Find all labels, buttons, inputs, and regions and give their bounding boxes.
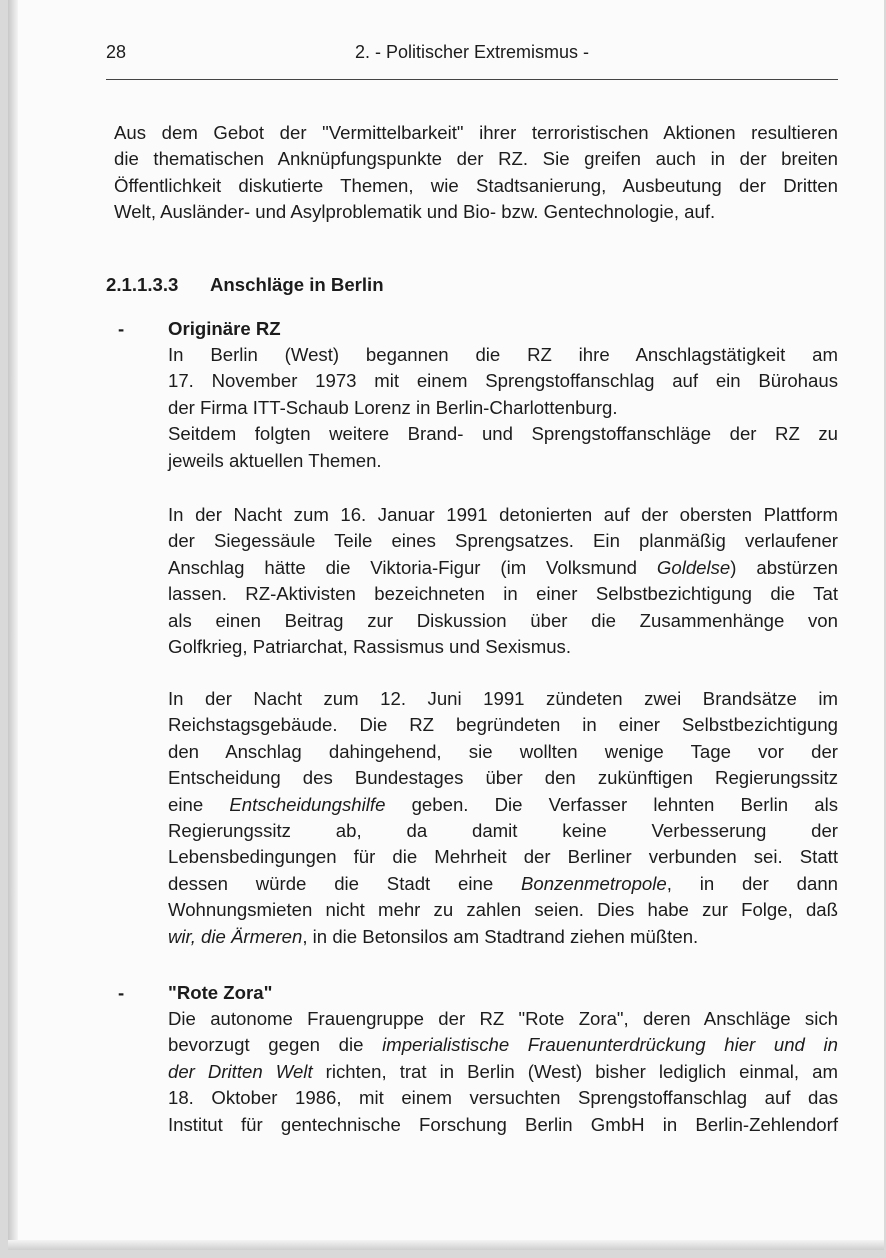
text-line: In der Nacht zum 16. Januar 1991 detonierten auf der obersten Plattform <box>168 504 838 525</box>
running-header <box>106 42 838 68</box>
text-line: eine Entscheidungshilfe geben. Die Verfasser lehnten Berlin als <box>168 793 838 815</box>
text-line: als einen Beitrag zur Diskussion über die Zusammenhänge von <box>168 609 838 631</box>
intro-paragraph <box>114 120 838 226</box>
paragraph-rote-zora <box>168 1006 838 1138</box>
text-line: die thematischen Anknüpfungspunkte der RZ. Sie greifen auch in der breiten <box>114 148 838 170</box>
text-line: Entscheidung des Bundestages über den zukünftigen Regierungssitz <box>168 767 838 789</box>
text-line: Reichstagsgebäude. Die RZ begründeten in einer Selbstbezichtigung <box>168 714 838 736</box>
text-line: Seitdem folgten weitere Brand- und Sprengstoffanschläge der RZ zu <box>168 423 838 445</box>
section-number: 2.1.1.3.3 <box>106 274 179 295</box>
italic-phrase: wir, die Ärmeren <box>168 925 303 947</box>
italic-phrase: Bonzenmetropole <box>520 872 667 894</box>
item-heading: "Rote Zora" <box>168 982 273 1003</box>
text-line: der Dritten Welt richten, trat in Berlin (West) bisher lediglich einmal, am <box>168 1060 838 1082</box>
header-rule <box>106 79 838 80</box>
list-dash: - <box>118 318 125 339</box>
text-line: In der Nacht zum 12. Juni 1991 zündeten zwei Brandsätze im <box>168 688 838 709</box>
list-dash: - <box>118 982 125 1003</box>
italic-phrase: der Dritten Welt <box>168 1060 313 1082</box>
text-line: Wohnungsmieten nicht mehr zu zahlen seien. Dies habe zur Folge, daß <box>168 899 838 921</box>
text-line: der Siegessäule Teile eines Sprengsatzes. Ein planmäßig verlaufener <box>168 530 838 552</box>
text-line: lassen. RZ-Aktivisten bezeichneten in einer Selbstbezichtigung die Tat <box>168 583 838 605</box>
text-line: Öffentlichkeit diskutierte Themen, wie Stadtsanierung, Ausbeutung der Dritten <box>114 174 838 196</box>
text-line: Aus dem Gebot der "Vermittelbarkeit" ihrer terroristischen Aktionen resultieren <box>114 122 838 143</box>
page-edge-shadow <box>8 0 18 1250</box>
text-line: wir, die Ärmeren, in die Betonsilos am Stadtrand ziehen müßten. <box>168 925 699 947</box>
text-line: Institut für gentechnische Forschung Berlin GmbH in Berlin-Zehlendorf <box>168 1113 838 1135</box>
text-line: Lebensbedingungen für die Mehrheit der Berliner verbunden sei. Statt <box>168 846 838 868</box>
chapter-title: 2. - Politischer Extremismus - <box>354 42 590 62</box>
text-line: den Anschlag dahingehend, sie wollten wenige Tage vor der <box>168 740 838 762</box>
paragraph-siegessaeule <box>168 502 838 660</box>
paragraph-originare-rz <box>168 342 838 474</box>
text-line: Regierungssitz ab, da damit keine Verbesserung der <box>168 820 838 842</box>
text-line: Anschlag hätte die Viktoria-Figur (im Volksmund Goldelse) abstürzen <box>168 556 839 578</box>
text-line: 17. November 1973 mit einem Sprengstoffanschlag auf ein Bürohaus <box>168 370 838 392</box>
page-number: 28 <box>106 42 127 62</box>
italic-phrase: Entscheidungshilfe <box>229 793 386 815</box>
text-line: 18. Oktober 1986, mit einem versuchten Sprengstoffanschlag auf das <box>168 1087 838 1109</box>
text-line: jeweils aktuellen Themen. <box>168 449 382 471</box>
text-line: Welt, Ausländer- und Asylproblematik und Bio- bzw. Gentechnologie, auf. <box>114 201 716 223</box>
paragraph-reichstag <box>168 686 838 950</box>
page-bottom-shadow <box>8 1240 884 1250</box>
section-heading <box>106 272 384 298</box>
text-line: Golfkrieg, Patriarchat, Rassismus und Sexismus. <box>168 636 572 658</box>
item-heading: Originäre RZ <box>168 318 281 339</box>
italic-phrase: imperialistische Frauenunterdrückung hier und in <box>382 1034 838 1056</box>
text-line: dessen würde die Stadt eine Bonzenmetropole, in der dann <box>168 872 839 894</box>
text-line: In Berlin (West) begannen die RZ ihre Anschlagstätigkeit am <box>168 344 838 365</box>
text-line: Die autonome Frauengruppe der RZ "Rote Zora", deren Anschläge sich <box>168 1008 838 1029</box>
section-title: Anschläge in Berlin <box>210 274 384 295</box>
text-line: der Firma ITT-Schaub Lorenz in Berlin-Charlottenburg. <box>168 396 618 418</box>
italic-phrase: Goldelse <box>656 556 731 578</box>
text-line: bevorzugt gegen die imperialistische Frauenunterdrückung hier und in <box>168 1034 838 1056</box>
